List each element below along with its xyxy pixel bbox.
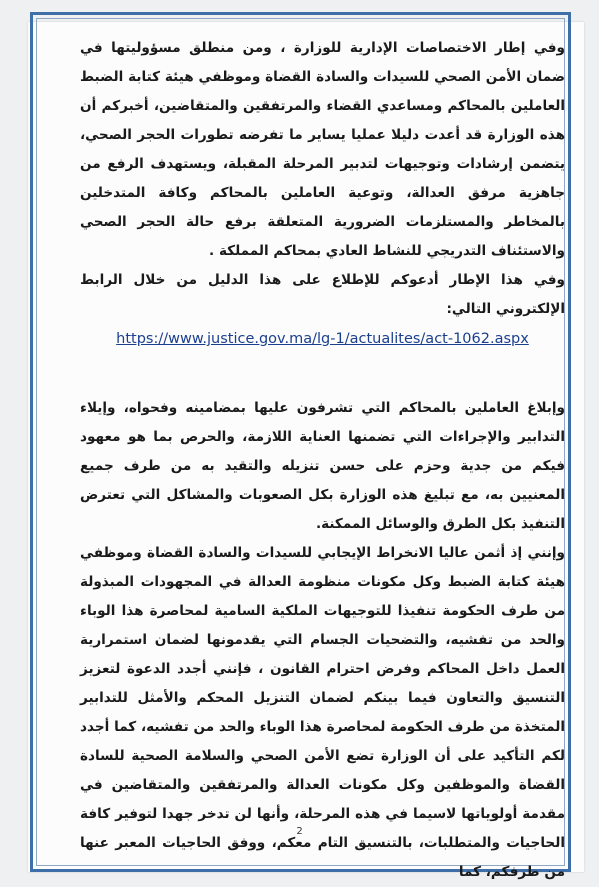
letter-body: [80, 34, 565, 887]
link-intro: وفي هذا الإطار أدعوكم للإطلاع على هذا الدليل من خلال الرابط الإلكتروني التالي:: [80, 272, 565, 317]
intro-paragraph: وفي إطار الاختصاصات الإدارية للوزارة ، ومن منطلق مسؤوليتها في ضمان الأمن الصحي للسيدات والسادة القضاة وموظفي هيئة كتابة الضبط العاملين بالمحاكم ومساعدي القضاء والمرتفقين والمتقاضين، أخبركم أن هذه الوزارة قد أعدت دليلا عمليا يساير ما تفرضه تطورات الحجر الصحي، يتضمن إرشادات وتوجيهات لتدبير المرحلة المقبلة، ويستهدف الرفع من جاهزية مرفق العدالة، وتوعية العاملين بالمحاكم وكافة المتدخلين بالمخاطر والمستلزمات الضرورية المتعلقة برفع حالة الحجر الصحي والاستئناف التدريجي للنشاط العادي بمحاكم المملكة .: [80, 40, 565, 259]
paragraph-gap: [80, 352, 565, 394]
paragraph-3: وإنني إذ أثمن عاليا الانخراط الإيجابي للسيدات والسادة القضاة وموظفي هيئة كتابة الضبط وكل مكونات منظومة العدالة في المجهودات المبذولة من طرف الحكومة تنفيذا للتوجيهات الملكية السامية لمحاصرة هذا الوباء والحد من تفشيه، والتضحيات الجسام التي يقدمونها لضمان استمرارية العمل داخل المحاكم وفرض احترام القانون ، فإنني أجدد الدعوة لتعزيز التنسيق والتعاون فيما بينكم لضمان التنزيل المحكم والأمثل للتدابير المتخذة من طرف الحكومة لمحاصرة هذا الوباء والحد من تفشيه، كما أجدد لكم التأكيد على أن الوزارة تضع الأمن الصحي والسلامة الصحية للسادة القضاة والموظفين وكل مكونات العدالة والمرتفقين والمتقاضين في مقدمة أولوياتها لاسيما في هذه المرحلة، وأنها لن تدخر جهدا لتوفير كافة الحاجيات والمتطلبات، بالتنسيق التام معكم، ووفق الحاجيات المعبر عنها من طرفكم، كما: [80, 545, 565, 880]
page-number: 2: [296, 826, 303, 837]
paragraph-2: وإبلاغ العاملين بالمحاكم التي تشرفون عليها بمضامينه وفحواه، وإيلاء التدابير والإجراءات التي تضمنها العناية اللازمة، والحرص بما هو معهود فيكم من جدية وحزم على حسن تنزيله والتقيد به من طرف جميع المعنيين به، مع تبليغ هذه الوزارة بكل الصعوبات والمشاكل التي تعترض التنفيذ بكل الطرق والوسائل الممكنة.: [80, 400, 565, 532]
justice-guide-link[interactable]: https://www.justice.gov.ma/lg-1/actualites/act-1062.aspx: [116, 331, 529, 347]
